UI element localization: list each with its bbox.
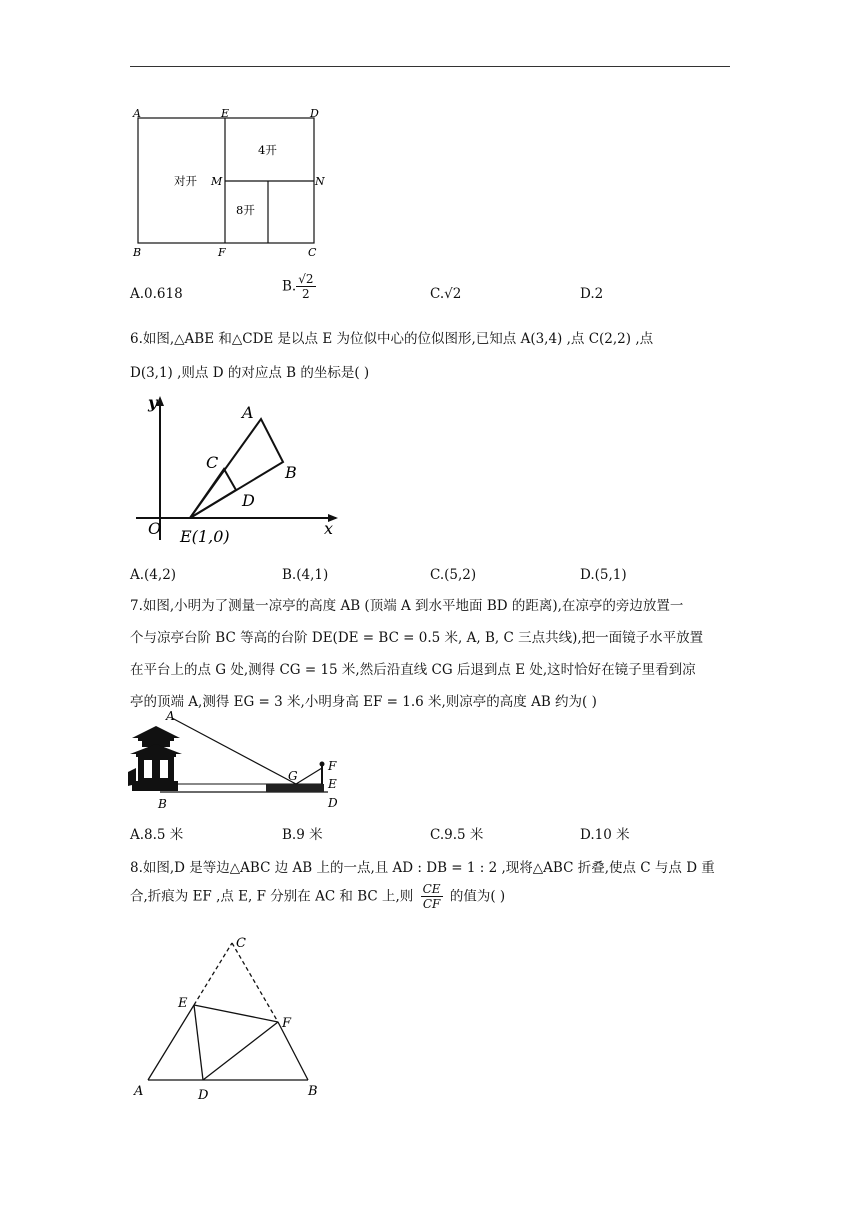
q5-label-b: B [133,246,142,259]
q5-region-quarter: 4开 [258,143,277,157]
q8-segment-ed [194,1005,203,1080]
q5-label-f: F [218,246,226,259]
q6-option-c: C.(5,2) [430,567,477,583]
q8-label-a: A [134,1084,144,1099]
q5-region-eighth: 8开 [236,203,255,217]
q7-option-c: C.9.5 米 [430,827,484,843]
q8-fraction [421,882,443,912]
q7-label-e: E [328,777,337,791]
q5-region-half: 对开 [174,174,197,188]
q8-label-d: D [198,1088,209,1103]
q6-text-line2: D(3,1) ,则点 D 的对应点 B 的坐标是( ) [130,365,370,381]
q7-ray-ag [172,718,296,784]
q6-e-label: E(1,0) [180,527,230,546]
q5-option-d: D.2 [580,286,604,302]
header-rule [130,66,730,67]
q6-option-d: D.(5,1) [580,567,627,583]
q8-side-ae [148,1005,194,1080]
q7-option-a: A.8.5 米 [130,827,184,843]
q6-label-a: A [242,403,254,422]
q5-paper-figure [128,104,328,264]
q5-option-c: C.√2 [430,286,462,302]
q8-text-line2 [130,882,505,912]
q6-coordinate-figure [128,390,353,555]
q7-ray-gf [296,768,322,784]
q8-fraction-num: CE [422,882,441,896]
q7-text-line4: 亭的顶端 A,测得 EG = 3 米,小明身高 EF = 1.6 米,则凉亭的高度 AB 约为( ) [130,694,597,710]
q7-text-line2: 个与凉亭台阶 BC 等高的台阶 DE(DE = BC = 0.5 米, A, B, C 三点共线),把一面镜子水平放置 [130,630,704,646]
q6-origin-label: O [148,519,162,538]
q5-label-d: D [310,107,319,120]
q5-label-c: C [308,246,317,259]
q7-label-a: A [166,709,175,723]
q8-crease-ef [194,1005,278,1022]
q7-pavilion-figure [128,708,348,813]
q8-text-line2-a: 合,折痕为 EF ,点 E, F 分别在 AC 和 BC 上,则 [130,888,414,905]
q6-triangle-cde [190,469,236,518]
q6-label-b: B [285,463,297,482]
q6-label-d: D [242,491,255,510]
q7-person-head [320,762,325,767]
q8-side-ec-dashed [194,943,232,1005]
q7-label-b: B [158,797,167,811]
q6-label-c: C [206,453,219,472]
q7-option-b: B.9 米 [282,827,323,843]
q5-option-b-den: 2 [302,287,310,302]
q8-segment-fd [203,1022,278,1080]
q7-option-d: D.10 米 [580,827,630,843]
q8-label-f: F [282,1016,292,1031]
q6-axis-x-label: x [324,519,334,538]
q7-label-d: D [328,796,338,810]
q5-option-b-num: √2 [298,272,314,286]
q7-label-f: F [328,759,337,773]
q7-label-g: G [288,769,298,783]
q6-text-line1: 6.如图,△ABE 和△CDE 是以点 E 为位似中心的位似图形,已知点 A(3,4) ,点 C(2,2) ,点 [130,331,654,347]
q6-axis-y-label: y [148,393,158,412]
q5-label-e: E [221,107,230,120]
q6-option-a: A.(4,2) [130,567,177,583]
q5-option-b-prefix: B. [282,278,297,295]
q8-label-c: C [236,936,246,951]
q7-platform-block [266,784,324,792]
q7-pavilion-icon [128,726,182,791]
q5-option-a: A.0.618 [130,286,183,302]
q5-label-m: M [211,175,223,188]
q5-option-b [282,272,316,302]
q7-text-line3: 在平台上的点 G 处,测得 CG = 15 米,然后沿直线 CG 后退到点 E 处,这时恰好在镜子里看到凉 [130,662,696,678]
q8-text-line1: 8.如图,D 是等边△ABC 边 AB 上的一点,且 AD : DB = 1 : 2 ,现将△ABC 折叠,使点 C 与点 D 重 [130,860,715,876]
q8-text-line2-b: 的值为( ) [449,888,506,905]
q8-label-e: E [178,996,188,1011]
q8-triangle-figure [128,925,338,1105]
q5-label-a: A [133,107,141,120]
q5-label-n: N [315,175,325,188]
q8-label-b: B [308,1084,318,1099]
q8-side-cf-dashed [232,943,278,1022]
q6-option-b: B.(4,1) [282,567,329,583]
q7-text-line1: 7.如图,小明为了测量一凉亭的高度 AB (顶端 A 到水平地面 BD 的距离),在凉亭的旁边放置一 [130,598,684,614]
q8-fraction-den: CF [422,897,441,912]
q5-option-b-frac [296,272,315,302]
q6-triangle-abe [190,419,283,518]
